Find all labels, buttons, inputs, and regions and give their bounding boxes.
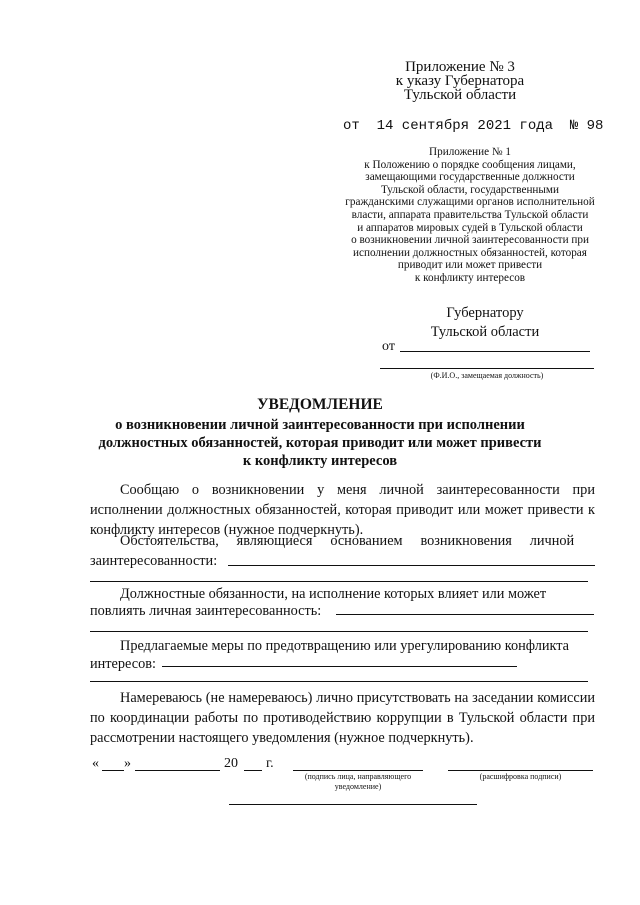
appendix1-line: приводит или может привести [397,259,543,272]
addressee-block [405,304,565,342]
paragraph-3-line1: Должностные обязанности, на исполнение которых влияет или может [120,586,547,602]
notice-subtitle-line: о возникновении личной заинтересованности при исполнении [115,417,525,433]
fill-line [90,681,588,682]
paragraph-2-line1: Обстоятельства, являющиеся основанием возникновения личной [120,533,575,549]
appendix3-block [360,60,560,102]
appendix1-line: к конфликту интересов [414,271,526,284]
decoding-line [448,770,593,771]
appendix1-line: и аппаратов мировых судей в Тульской области [357,221,583,234]
appendix3-line3: Тульской области [403,87,517,103]
decoding-caption: (расшифровка подписи) [479,772,562,781]
from-label: от [382,339,395,354]
addressee-line2: Тульской области [430,324,540,340]
day-line [102,770,124,771]
fill-line [90,631,588,632]
addressee-line1: Губернатору [446,305,524,321]
notice-title: УВЕДОМЛЕНИЕ [257,396,383,413]
month-line [135,770,220,771]
signature-caption: (подпись лица, направляющего уведомление) [304,772,412,791]
notice-subtitle-line: должностных обязанностей, которая приводит или может привести [98,435,542,451]
appendix1-block [320,146,620,285]
appendix1-line: власти, аппарата правительства Тульской области [351,208,589,221]
appendix1-line: исполнении должностных обязанностей, которая [353,246,587,259]
paragraph-4-line2: интересов: [90,656,156,672]
appendix1-line: Тульской области, государственными [381,183,559,196]
fill-line [336,614,594,615]
date-open-quote: « [92,756,99,771]
appendix1-title: Приложение № 1 [429,146,511,158]
appendix1-line: к Положению о порядке сообщения лицами, [364,158,576,171]
appendix1-line: о возникновении личной заинтересованности при [351,234,589,247]
from-line-2 [380,368,594,369]
paragraph-1: Сообщаю о возникновении у меня личной заинтересованности при исполнении должностных обязанностей, которая приводит или может привести к конфликту интересов (нужное подчеркнуть). [90,482,595,538]
appendix3-title: Приложение № 3 [405,59,515,75]
signature-line [293,770,423,771]
from-caption: (Ф.И.О., замещаемая должность) [430,371,544,380]
paragraph-4-line1: Предлагаемые меры по предотвращению или урегулированию конфликта [120,638,570,654]
bottom-line [229,804,477,805]
year-suffix: г. [266,756,274,771]
appendix3-line2: к указу Губернатора [395,73,525,89]
fill-line [90,581,588,582]
year-line [244,770,262,771]
paragraph-3-line2: повлиять личная заинтересованность: [90,603,322,619]
paragraph-5: Намереваюсь (не намереваюсь) лично присутствовать на заседании комиссии по координации работы по противодействию коррупции в Тульской области при рассмотрении настоящего уведомления (нужное подчеркнуть). [90,690,595,746]
year-prefix: 20 [224,756,238,771]
appendix1-line: гражданскими служащими органов исполнительной [345,196,595,209]
notice-subtitle-line: к конфликту интересов [242,453,398,469]
decree-date: от 14 сентября 2021 года № 98 [343,118,604,134]
appendix1-line: замещающими государственные должности [365,171,575,184]
paragraph-2-line2: заинтересованности: [90,553,218,569]
from-line [400,351,590,352]
date-close-quote: » [124,756,131,771]
fill-line [162,666,517,667]
fill-line [228,565,595,566]
notice-subtitle [40,416,600,470]
